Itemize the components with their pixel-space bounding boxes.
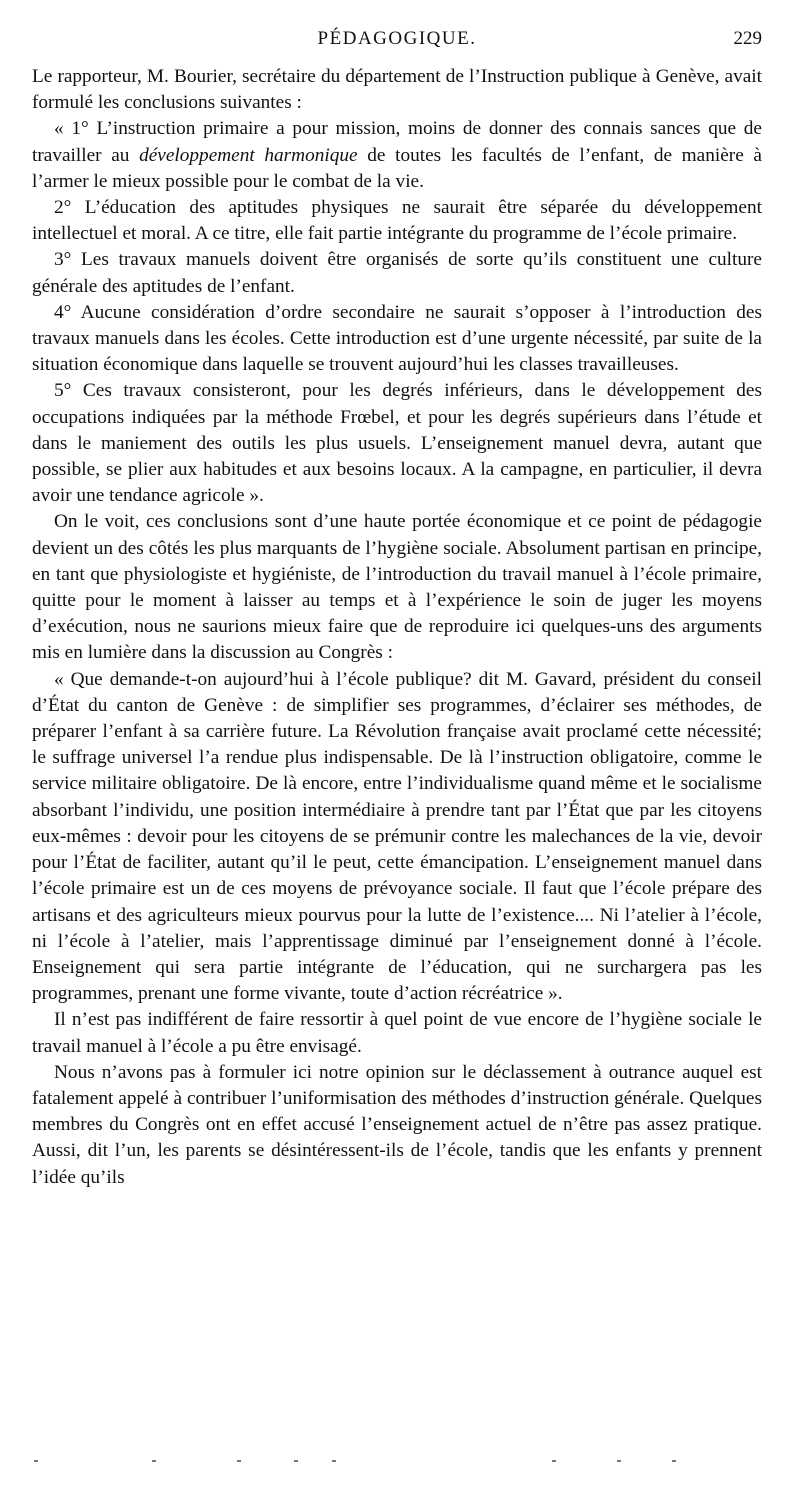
emphasis-developpement-harmonique: développement harmonique xyxy=(139,144,358,166)
paragraph-conclusion-5: 5° Ces travaux consisteront, pour les degrés inférieurs, dans le développement des occupations indiquées par la méthode Frœbel, et pour les degrés supérieurs dans l’étude et dans le maniement des outils les plus usuels. L’enseignement manuel devra, autant que possible, se plier aux habitudes et aux besoins locaux. A la campagne, en particulier, il devra avoir une tendance agricole ». xyxy=(32,380,762,507)
paragraph-gavard-quote: « Que demande-t-on aujourd’hui à l’école publique? dit M. Gavard, président du conseil d’État du canton de Genève : de simplifier ses programmes, d’éclairer ses méthodes, de préparer l’enfant à sa carrière future. La Révolution française avait proclamé cette nécessité; le suffrage universel l’a rendue plus indispensable. De là l’instruction obligatoire, comme le service militaire obligatoire. De là encore, entre l’individualisme quand même et le socialisme absorbant l’individu, une position intermédiaire à prendre tant par l’État que par les citoyens eux-mêmes : devoir pour les citoyens de se prémunir contre les malechances de la vie, devoir pour l’État de faciliter, autant qu’il le peut, cette émancipation. L’enseignement manuel dans l’école primaire est un de ces moyens de prévoyance sociale. Il faut que l’école prépare des artisans et des agriculteurs mieux pourvus pour la lutte de l’existence.... Ni l’atelier à l’école, ni l’école à l’atelier, mais l’apprentissage diminué par l’enseignement donné à l’école. Enseignement qui sera partie intégrante de l’éducation, qui ne surchargera pas les programmes, prenant une forme vivante, toute d’action récréatrice ». xyxy=(32,668,762,1005)
paragraph-conclusion-4: 4° Aucune considération d’ordre secondaire ne saurait s’opposer à l’introduction des travaux manuels dans les écoles. Cette introduction est d’une urgente nécessité, par suite de la situation économique dans laquelle se trouvent aujourd’hui les classes travailleuses. xyxy=(32,301,762,376)
running-title: PÉDAGOGIQUE. xyxy=(317,28,477,49)
page-header xyxy=(32,28,762,52)
paragraph-hygiene-sociale: Il n’est pas indifférent de faire ressortir à quel point de vue encore de l’hygiène sociale le travail manuel à l’école a pu être envisagé. xyxy=(32,1009,762,1057)
paragraph-rapporteur: Le rapporteur, M. Bourier, secrétaire du département de l’Instruction publique à Genève, avait formulé les conclusions suivantes : xyxy=(32,66,762,114)
paragraph-commentary: On le voit, ces conclusions sont d’une haute portée économique et ce point de pédagogie devient un des côtés les plus marquants de l’hygiène sociale. Absolument partisan en principe, en tant que physiologiste et hygiéniste, de l’introduction du travail manuel à l’école primaire, quitte pour le moment à laisser au temps et à l’expérience le soin de juger les moyens d’exécution, nous ne saurions mieux faire que de reproduire ici quelques-uns des arguments mis en lumière dans la discussion au Congrès : xyxy=(32,511,762,664)
paragraph-conclusion-3: 3° Les travaux manuels doivent être organisés de sorte qu’ils constituent une culture générale des aptitudes de l’enfant. xyxy=(32,249,762,297)
paragraph-conclusion-1: « 1° L’instruction primaire a pour mission, moins de donner des connais sances que de travailler au développement harmonique de toutes les facultés de l’enfant, de manière à l’armer le mieux possible pour le combat de la vie. xyxy=(32,118,762,192)
paragraph-declassement: Nous n’avons pas à formuler ici notre opinion sur le déclassement à outrance auquel est fatalement appelé à contribuer l’uniformisation des méthodes d’instruction générale. Quelques membres du Congrès ont en effet accusé l’enseignement actuel de n’être pas assez pratique. Aussi, dit l’un, les parents se désintéressent-ils de l’école, tandis que les enfants y prennent l’idée qu’ils xyxy=(32,1061,762,1188)
bleed-through-marks xyxy=(32,1456,762,1466)
body-text xyxy=(32,64,762,1191)
paragraph-conclusion-2: 2° L’éducation des aptitudes physiques ne saurait être séparée du développement intellectuel et moral. A ce titre, elle fait partie intégrante du programme de l’école primaire. xyxy=(32,197,762,245)
page-number: 229 xyxy=(733,28,762,49)
